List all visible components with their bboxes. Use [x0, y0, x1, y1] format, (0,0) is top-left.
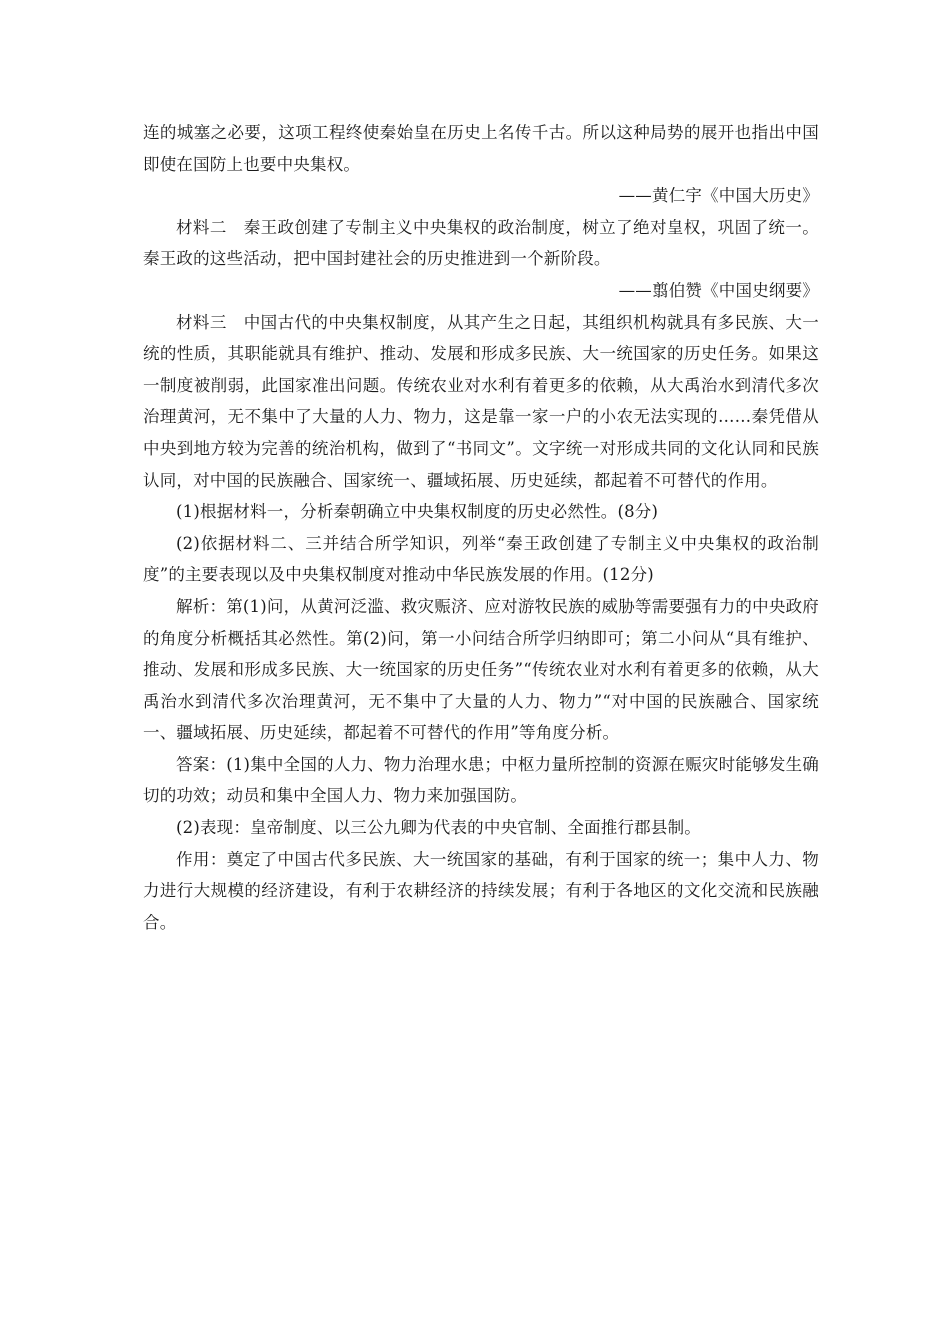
source-jian-bozan: ——翦伯赞《中国史纲要》: [618, 280, 819, 300]
source-huang-renyu: ——黄仁宇《中国大历史》: [618, 186, 819, 206]
material-one-continuation: 连的城塞之必要，这项工程终使秦始皇在历史上名传千古。所以这种局势的展开也指出中国即使在国防上也要中央集权。: [143, 123, 819, 174]
question-one: (1)根据材料一，分析秦朝确立中央集权制度的历史必然性。(8分): [176, 502, 659, 522]
answer-part-two: (2)表现：皇帝制度、以三公九卿为代表的中央官制、全面推行郡县制。: [176, 818, 701, 838]
answer-paragraph: 答案：(1)集中全国的人力、物力治理水患；中枢力量所控制的资源在赈灾时能够发生确切的功效；动员和集中全国人力、物力来加强国防。: [143, 754, 819, 806]
answer-effects: 作用：奠定了中国古代多民族、大一统国家的基础，有利于国家的统一；集中人力、物力进行大规模的经济建设，有利于农耕经济的持续发展；有利于各地区的文化交流和民族融合。: [143, 849, 819, 932]
analysis-paragraph: 解析：第(1)问，从黄河泛滥、救灾赈济、应对游牧民族的威胁等需要强有力的中央政府的角度分析概括其必然性。第(2)问，第一小问结合所学归纳即可；第二小问从“具有维护、推动、发展和形成多民族、大一统国家的历史任务”“传统农业对水利有着更多的依赖，从大禹治水到清代多次治理黄河，无不集中了大量的人力、物力”“对中国的民族融合、国家统一、疆域拓展、历史延续，都起着不可替代的作用”等角度分析。: [143, 596, 819, 743]
material-three: 材料三 中国古代的中央集权制度，从其产生之日起，其组织机构就具有多民族、大一统的性质，其职能就具有维护、推动、发展和形成多民族、大一统国家的历史任务。如果这一制度被削弱，此国家准出问题。传统农业对水利有着更多的依赖，从大禹治水到清代多次治理黄河，无不集中了大量的人力、物力，这是靠一家一户的小农无法实现的……秦凭借从中央到地方较为完善的统治机构，做到了“书同文”。文字统一对形成共同的文化认同和民族认同，对中国的民族融合、国家统一、疆域拓展、历史延续，都起着不可替代的作用。: [143, 312, 819, 490]
material-two: 材料二 秦王政创建了专制主义中央集权的政治制度，树立了绝对皇权，巩固了统一。秦王政的这些活动，把中国封建社会的历史推进到一个新阶段。: [143, 217, 819, 269]
question-two: (2)依据材料二、三并结合所学知识，列举“秦王政创建了专制主义中央集权的政治制度”的主要表现以及中央集权制度对推动中华民族发展的作用。(12分): [143, 533, 819, 585]
document-body: [143, 117, 819, 938]
